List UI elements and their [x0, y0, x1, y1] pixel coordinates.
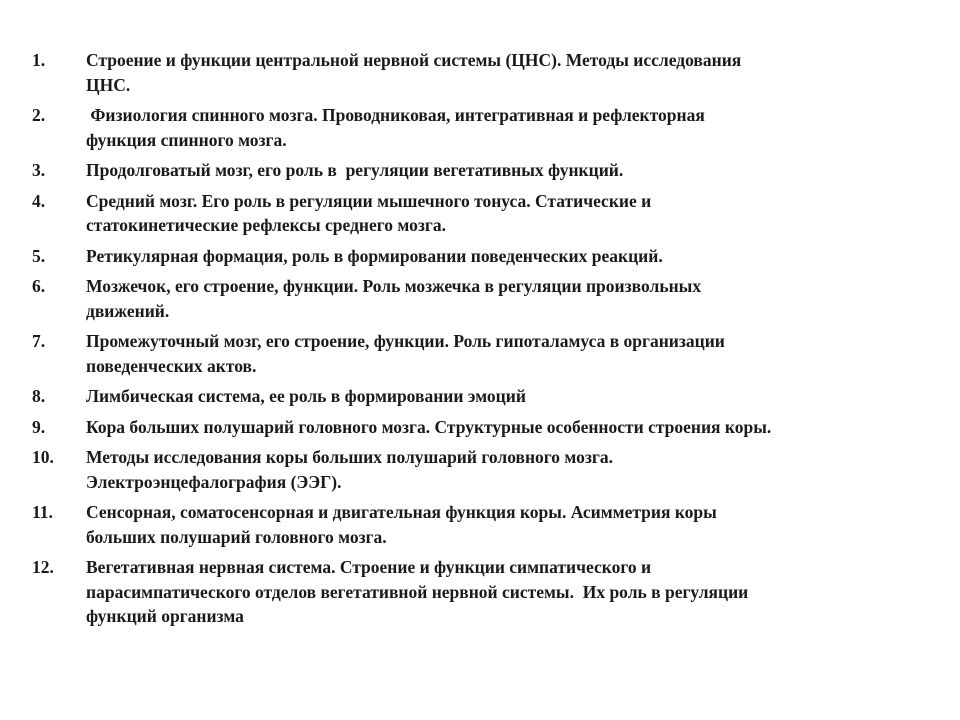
item-text: Физиология спинного мозга. Проводниковая, интегративная и рефлекторная функция спинного мозга.	[86, 105, 705, 150]
list-item	[32, 158, 932, 183]
list-item	[32, 415, 932, 440]
item-number: 2.	[32, 105, 46, 125]
item-text: Кора больших полушарий головного мозга. Структурные особенности строения коры.	[86, 416, 772, 437]
item-number: 4.	[32, 190, 46, 211]
item-number: 9.	[32, 416, 46, 437]
list-item	[32, 384, 932, 409]
list-item	[32, 48, 932, 97]
item-number: 8.	[32, 386, 46, 406]
item-text: Строение и функции центральной нервной системы (ЦНС). Методы исследования ЦНС.	[86, 50, 742, 95]
item-number: 5.	[32, 245, 46, 266]
item-text: Мозжечок, его строение, функции. Роль мозжечка в регуляции произвольных движений.	[86, 276, 702, 321]
item-number: 3.	[32, 160, 46, 180]
item-text: Лимбическая система, ее роль в формировании эмоций	[86, 386, 526, 406]
item-number: 1.	[32, 50, 46, 70]
list-item	[32, 555, 932, 629]
item-text: Вегетативная нервная система. Строение и функции симпатического и парасимпатического отделов вегетативной нервной системы. Их роль в регуляции функций организма	[86, 557, 749, 626]
list-item	[32, 103, 932, 152]
list-item	[32, 445, 932, 494]
item-text: Промежуточный мозг, его строение, функции. Роль гипоталамуса в организации поведенческих актов.	[86, 331, 725, 376]
list-item	[32, 244, 932, 269]
item-number: 12.	[32, 557, 54, 577]
item-text: Сенсорная, соматосенсорная и двигательная функция коры. Асимметрия коры больших полушарий головного мозга.	[86, 502, 717, 547]
item-text: Методы исследования коры больших полушарий головного мозга. Электроэнцефалография (ЭЭГ).	[86, 447, 613, 492]
list-item	[32, 329, 932, 378]
item-number: 10.	[32, 447, 54, 467]
item-number: 11.	[32, 502, 53, 522]
list-item	[32, 274, 932, 323]
list-item	[32, 189, 932, 238]
item-text: Продолговатый мозг, его роль в регуляции вегетативных функций.	[86, 160, 624, 180]
question-list	[32, 48, 932, 635]
item-number: 6.	[32, 276, 46, 296]
list-item	[32, 500, 932, 549]
item-text: Средний мозг. Его роль в регуляции мышечного тонуса. Статические и статокинетические рефлексы среднего мозга.	[86, 190, 652, 235]
item-number: 7.	[32, 331, 46, 351]
item-text: Ретикулярная формация, роль в формировании поведенческих реакций.	[86, 245, 663, 266]
